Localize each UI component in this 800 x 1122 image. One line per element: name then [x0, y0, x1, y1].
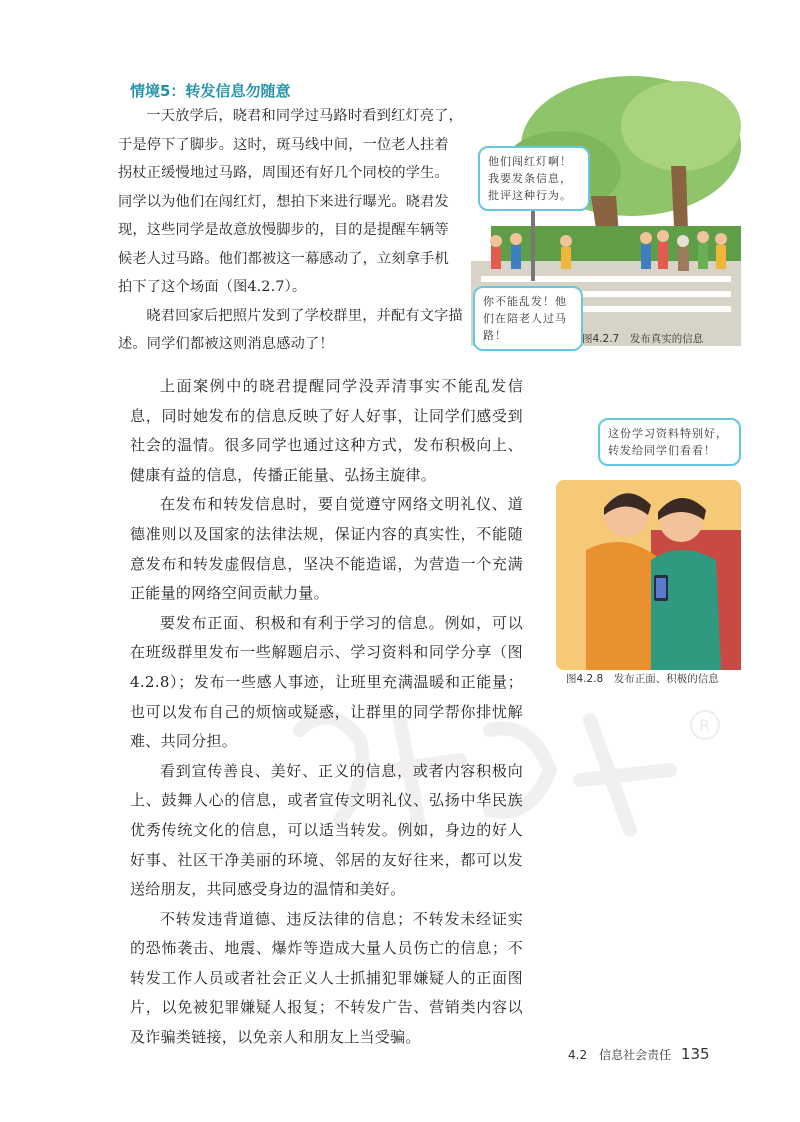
figure-4-2-8: [556, 418, 741, 673]
body-paragraph: 在发布和转发信息时，要自觉遵守网络文明礼仪、道德准则以及国家的法律法规，保证内容的真实性，不能随意发布和转发虚假信息，坚决不能造谣，为营造一个充满正能量的网络空间贡献力量。: [130, 495, 523, 603]
scenario-paragraph: 一天放学后，晓君和同学过马路时看到红灯亮了，于是停下了脚步。这时，斑马线中间，一位老人拄着拐杖正缓慢地过马路，周围还有好几个同校的学生。同学以为他们在闯红灯，想拍下来进行曝光。晓君发现，这些同学是故意放慢脚步的，目的是提醒车辆等候老人过马路。他们都被这一幕感动了，立刻拿手机拍下了这个场面（图4.2.7）。: [118, 108, 463, 295]
scenario-text: [118, 102, 463, 359]
page-footer: [568, 1045, 710, 1063]
speech-bubble-top: 他们闯红灯啊！我要发条信息，批评这种行为。: [478, 146, 590, 211]
svg-text:R: R: [699, 716, 711, 735]
body-paragraph: 不转发违背道德、违反法律的信息；不转发未经证实的恐怖袭击、地震、爆炸等造成大量人员伤亡的信息；不转发工作人员或者社会正义人士抓捕犯罪嫌疑人的正面图片，以免被犯罪嫌疑人报复；不转发广告、营销类内容以及诈骗类链接，以免亲人和朋友上当受骗。: [130, 909, 523, 1047]
body-paragraph: 上面案例中的晓君提醒同学没弄清事实不能乱发信息，同时她发布的信息反映了好人好事，让同学们感受到社会的温情。很多同学也通过这种方式，发布积极向上、健康有益的信息，传播正能量、弘扬主旋律。: [130, 377, 523, 484]
page-number: 135: [680, 1045, 710, 1063]
scenario-section: [118, 80, 463, 355]
section-title: 4.2 信息社会责任: [568, 1048, 672, 1062]
body-text: [130, 372, 523, 1053]
scenario-paragraph: 晓君回家后把照片发到了学校群里，并配有文字描述。同学们都被这则消息感动了！: [118, 307, 463, 352]
speech-bubble: 这份学习资料特别好，转发给同学们看看！: [598, 418, 741, 466]
figure-caption-4-2-7: 图4.2.7 发布真实的信息: [582, 333, 704, 345]
figure-4-2-7: [471, 76, 741, 346]
body-paragraph: 看到宣传善良、美好、正义的信息，或者内容积极向上、鼓舞人心的信息，或者宣传文明礼仪、弘扬中华民族优秀传统文化的信息，可以适当转发。例如，身边的好人好事、社区干净美丽的环境、邻居的友好往来，都可以发送给朋友，共同感受身边的温情和美好。: [130, 761, 523, 899]
speech-bubble-bottom: 你不能乱发！他们在陪老人过马路！: [473, 286, 583, 351]
scenario-title: 情境5：转发信息勿随意: [130, 82, 291, 100]
figure-caption-4-2-8: 图4.2.8 发布正面、积极的信息: [566, 673, 719, 685]
body-paragraph: 要发布正面、积极和有利于学习的信息。例如，可以在班级群里发布一些解题启示、学习资料和同学分享（图4.2.8）；发布一些感人事迹，让班里充满温暖和正能量；也可以发布自己的烦恼或疑惑，让群里的同学帮你排忧解难、共同分担。: [130, 613, 523, 751]
two-students-illustration: [556, 480, 741, 670]
